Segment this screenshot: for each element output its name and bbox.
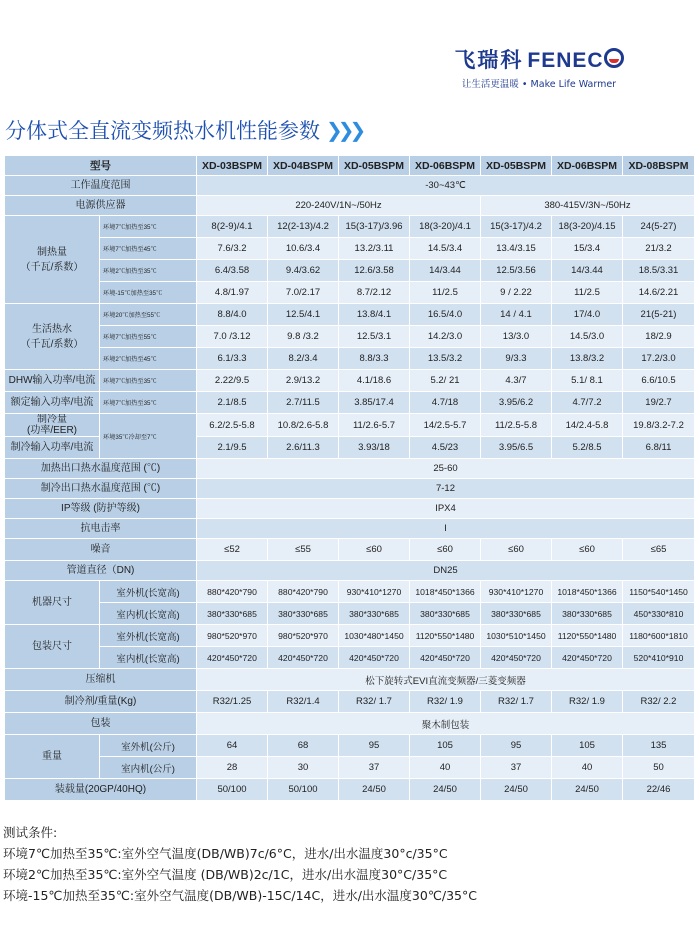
table-cell: 11/2.5-5.8 — [481, 414, 552, 437]
indoor-unit-label: 室内机(公斤) — [100, 757, 197, 779]
pack-size-label: 包装尺寸 — [5, 625, 100, 669]
table-cell: 420*450*720 — [339, 647, 410, 669]
outdoor-unit-label: 室外机(长宽高) — [100, 625, 197, 647]
table-cell: 18(3-20)/4.15 — [552, 216, 623, 238]
table-cell: 11/2.5 — [552, 282, 623, 304]
condition-label: 环境7℃加热至35℃ — [100, 370, 197, 392]
table-cell: 37 — [339, 757, 410, 779]
table-cell: 1030*480*1450 — [339, 625, 410, 647]
table-cell: 8.8/4.0 — [197, 304, 268, 326]
model-row — [5, 156, 695, 176]
table-cell: 4.8/1.97 — [197, 282, 268, 304]
table-cell: 18.5/3.31 — [623, 260, 695, 282]
table-cell: 980*520*970 — [268, 625, 339, 647]
condition-label: 环境7℃加热至35℃ — [100, 392, 197, 414]
table-cell: R32/1.4 — [268, 691, 339, 713]
table-cell: 420*450*720 — [410, 647, 481, 669]
table-cell: 14/2.4-5.8 — [552, 414, 623, 437]
indoor-unit-label: 室内机(长宽高) — [100, 603, 197, 625]
ip-label: IP等级 (防护等级) — [5, 499, 197, 519]
cool-outlet-row — [5, 479, 695, 499]
table-cell: ≤55 — [268, 539, 339, 561]
table-cell: 6.6/10.5 — [623, 370, 695, 392]
page-title: 分体式全直流变频热水机性能参数 — [5, 119, 320, 143]
heat-outlet-label: 加热出口热水温度范围 (℃) — [5, 459, 197, 479]
table-cell: 930*410*1270 — [481, 581, 552, 603]
outdoor-unit-label: 室外机(公斤) — [100, 735, 197, 757]
refrigerant-row — [5, 691, 695, 713]
table-cell: 880*420*790 — [268, 581, 339, 603]
table-cell: 12.5/3.56 — [481, 260, 552, 282]
table-cell: 4.1/18.6 — [339, 370, 410, 392]
table-cell: 105 — [410, 735, 481, 757]
condition-label: 环境-15℃加热至35℃ — [100, 282, 197, 304]
pipe-value: DN25 — [197, 561, 695, 581]
table-cell: 1030*510*1450 — [481, 625, 552, 647]
table-cell: 95 — [481, 735, 552, 757]
table-cell: 11/2.6-5.7 — [339, 414, 410, 437]
table-cell: 380*330*685 — [410, 603, 481, 625]
table-cell: R32/ 2.2 — [623, 691, 695, 713]
dhw-input-row — [5, 370, 695, 392]
logo-o-icon — [604, 48, 624, 68]
heat-outlet-value: 25-60 — [197, 459, 695, 479]
table-row — [5, 647, 695, 669]
table-cell: 18/2.9 — [623, 326, 695, 348]
table-cell: R32/1.25 — [197, 691, 268, 713]
table-cell: 22/46 — [623, 779, 695, 801]
shock-row — [5, 519, 695, 539]
model-header: XD-06BSPM — [410, 156, 481, 176]
packaging-row — [5, 713, 695, 735]
rated-input-label: 额定输入功率/电流 — [5, 392, 100, 414]
table-cell: R32/ 1.9 — [552, 691, 623, 713]
table-cell: 37 — [481, 757, 552, 779]
table-row — [5, 603, 695, 625]
table-cell: 420*450*720 — [552, 647, 623, 669]
power-supply-row — [5, 196, 695, 216]
table-cell: 13/3.0 — [481, 326, 552, 348]
table-row — [5, 282, 695, 304]
table-cell: 19/2.7 — [623, 392, 695, 414]
table-cell: R32/ 1.7 — [339, 691, 410, 713]
table-cell: 8(2-9)/4.1 — [197, 216, 268, 238]
table-cell: 1120*550*1480 — [552, 625, 623, 647]
note-line: 环境7℃加热至35℃:室外空气温度(DB/WB)7c/6°C，进水/出水温度30°c/35°C — [3, 846, 448, 861]
ip-row — [5, 499, 695, 519]
logo-name-cn: 飞瑞科 — [454, 49, 524, 72]
table-cell: ≤60 — [552, 539, 623, 561]
table-cell: 15/3.4 — [552, 238, 623, 260]
cooling-capacity-row — [5, 414, 695, 437]
table-cell: 17.2/3.0 — [623, 348, 695, 370]
dhw-label — [5, 304, 100, 370]
table-cell: 4.5/23 — [410, 437, 481, 459]
dhw-input-label: DHW输入功率/电流 — [5, 370, 100, 392]
table-cell: 4.7/18 — [410, 392, 481, 414]
table-row — [5, 348, 695, 370]
table-cell: 3.85/17.4 — [339, 392, 410, 414]
table-cell: 2.1/9.5 — [197, 437, 268, 459]
table-cell: 12(2-13)/4.2 — [268, 216, 339, 238]
table-cell: 13.8/4.1 — [339, 304, 410, 326]
table-cell: 105 — [552, 735, 623, 757]
table-cell: 2.22/9.5 — [197, 370, 268, 392]
table-cell: 13.8/3.2 — [552, 348, 623, 370]
table-cell: 13.2/3.11 — [339, 238, 410, 260]
table-cell: 1150*540*1450 — [623, 581, 695, 603]
table-cell: 420*450*720 — [481, 647, 552, 669]
table-cell: 5.2/8.5 — [552, 437, 623, 459]
table-cell: 21(5-21) — [623, 304, 695, 326]
compressor-row — [5, 669, 695, 691]
table-cell: 11/2.5 — [410, 282, 481, 304]
table-cell: 12.5/4.1 — [268, 304, 339, 326]
table-cell: 930*410*1270 — [339, 581, 410, 603]
logo-name-en: FENEC — [527, 49, 604, 72]
table-cell: 16.5/4.0 — [410, 304, 481, 326]
table-row — [5, 238, 695, 260]
condition-label: 环境7℃加热至35℃ — [100, 216, 197, 238]
table-cell: 28 — [197, 757, 268, 779]
table-cell: 17/4.0 — [552, 304, 623, 326]
model-header: XD-05BSPM — [339, 156, 410, 176]
packaging-value: 聚木制包装 — [197, 713, 695, 735]
table-cell: 2.6/11.3 — [268, 437, 339, 459]
table-row — [5, 304, 695, 326]
table-cell: 4.3/7 — [481, 370, 552, 392]
condition-label: 环境20℃加热至55℃ — [100, 304, 197, 326]
table-row — [5, 216, 695, 238]
condition-label: 环境7℃加热至55℃ — [100, 326, 197, 348]
table-cell: 3.95/6.2 — [481, 392, 552, 414]
model-header: XD-03BSPM — [197, 156, 268, 176]
cooling-label-line2: (功率/EER) — [27, 425, 77, 436]
table-row — [5, 757, 695, 779]
table-cell: 880*420*790 — [197, 581, 268, 603]
table-cell: 6.8/11 — [623, 437, 695, 459]
model-header: XD-08BSPM — [623, 156, 695, 176]
table-cell: ≤65 — [623, 539, 695, 561]
table-cell: 14/2.5-5.7 — [410, 414, 481, 437]
weight-label: 重量 — [5, 735, 100, 779]
heating-label-line1: 制热量 — [37, 246, 67, 258]
table-cell: 14.2/3.0 — [410, 326, 481, 348]
model-header: XD-04BSPM — [268, 156, 339, 176]
cooling-capacity-label — [5, 414, 100, 437]
table-cell: 14.5/3.4 — [410, 238, 481, 260]
shock-label: 抗电击率 — [5, 519, 197, 539]
table-cell: 7.6/3.2 — [197, 238, 268, 260]
refrigerant-label: 制冷剂/重量(Kg) — [5, 691, 197, 713]
table-cell: 420*450*720 — [268, 647, 339, 669]
shock-value: I — [197, 519, 695, 539]
table-cell: 9 / 2.22 — [481, 282, 552, 304]
table-cell: 12.6/3.58 — [339, 260, 410, 282]
table-cell: R32/ 1.9 — [410, 691, 481, 713]
table-cell: 50 — [623, 757, 695, 779]
table-cell: 1018*450*1366 — [410, 581, 481, 603]
compressor-value: 松下旋转式EVI直流变频器/三菱变频器 — [197, 669, 695, 691]
logo-tagline: 让生活更温暖 • Make Life Warmer — [461, 79, 617, 90]
temp-range-label: 工作温度范围 — [5, 176, 197, 196]
power-supply-single: 220-240V/1N~/50Hz — [197, 196, 481, 216]
loading-row — [5, 779, 695, 801]
table-cell: 9.8 /3.2 — [268, 326, 339, 348]
cooling-input-label: 制冷输入功率/电流 — [5, 437, 100, 459]
table-row — [5, 735, 695, 757]
table-row — [5, 581, 695, 603]
table-cell: 15(3-17)/4.2 — [481, 216, 552, 238]
machine-size-label: 机器尺寸 — [5, 581, 100, 625]
temp-range-value: -30~43℃ — [197, 176, 695, 196]
table-cell: 380*330*685 — [481, 603, 552, 625]
table-cell: 380*330*685 — [552, 603, 623, 625]
table-cell: 24/50 — [339, 779, 410, 801]
cooling-label-line1: 制冷量 — [37, 414, 67, 425]
packaging-label: 包装 — [5, 713, 197, 735]
table-cell: 135 — [623, 735, 695, 757]
heating-label — [5, 216, 100, 304]
model-header: XD-06BSPM — [552, 156, 623, 176]
spec-table-wrap — [4, 155, 694, 801]
table-cell: 14.6/2.21 — [623, 282, 695, 304]
table-row — [5, 625, 695, 647]
table-cell: 2.9/13.2 — [268, 370, 339, 392]
table-cell: 13.5/3.2 — [410, 348, 481, 370]
pipe-label: 管道直径（DN) — [5, 561, 197, 581]
brand-logo — [414, 44, 664, 90]
table-cell: 520*410*910 — [623, 647, 695, 669]
table-cell: 380*330*685 — [339, 603, 410, 625]
loading-label: 装载量(20GP/40HQ) — [5, 779, 197, 801]
table-cell: 14/3.44 — [552, 260, 623, 282]
table-cell: 1180*600*1810 — [623, 625, 695, 647]
cool-outlet-label: 制冷出口热水温度范围 (℃) — [5, 479, 197, 499]
table-cell: 64 — [197, 735, 268, 757]
table-cell: 24/50 — [481, 779, 552, 801]
chevron-right-icon: ❯❯❯ — [326, 118, 362, 142]
dhw-label-line1: 生活热水 — [32, 323, 72, 335]
table-cell: 14/3.44 — [410, 260, 481, 282]
table-cell: 3.93/18 — [339, 437, 410, 459]
note-line: 环境2℃加热至35℃:室外空气温度 (DB/WB)2c/1C，进水/出水温度30°C/35°C — [3, 867, 448, 882]
note-line: 环境-15℃加热至35℃:室外空气温度(DB/WB)-15C/14C，进水/出水温度30℃/35°C — [3, 888, 477, 903]
table-cell: 9/3.3 — [481, 348, 552, 370]
condition-label: 环境2℃加热至35℃ — [100, 260, 197, 282]
compressor-label: 压缩机 — [5, 669, 197, 691]
logo-wordmark — [414, 44, 664, 74]
table-cell: 8.2/3.4 — [268, 348, 339, 370]
table-cell: 19.8/3.2-7.2 — [623, 414, 695, 437]
table-cell: 15(3-17)/3.96 — [339, 216, 410, 238]
condition-label: 环境2℃加热至45℃ — [100, 348, 197, 370]
cool-outlet-value: 7-12 — [197, 479, 695, 499]
table-cell: 6.4/3.58 — [197, 260, 268, 282]
table-cell: 95 — [339, 735, 410, 757]
table-cell: 14 / 4.1 — [481, 304, 552, 326]
table-cell: 420*450*720 — [197, 647, 268, 669]
test-conditions-notes — [3, 822, 477, 906]
table-cell: ≤60 — [339, 539, 410, 561]
table-cell: ≤60 — [481, 539, 552, 561]
table-cell: 40 — [410, 757, 481, 779]
table-cell: R32/ 1.7 — [481, 691, 552, 713]
table-cell: 24/50 — [410, 779, 481, 801]
table-cell: 24(5-27) — [623, 216, 695, 238]
table-cell: 450*330*810 — [623, 603, 695, 625]
table-cell: 24/50 — [552, 779, 623, 801]
table-row — [5, 260, 695, 282]
table-cell: 7.0 /3.12 — [197, 326, 268, 348]
noise-label: 噪音 — [5, 539, 197, 561]
table-cell: 8.7/2.12 — [339, 282, 410, 304]
table-cell: 10.8/2.6-5.8 — [268, 414, 339, 437]
ip-value: IPX4 — [197, 499, 695, 519]
table-cell: 1120*550*1480 — [410, 625, 481, 647]
model-header: XD-05BSPM — [481, 156, 552, 176]
table-cell: 30 — [268, 757, 339, 779]
power-supply-three: 380-415V/3N~/50Hz — [481, 196, 695, 216]
table-cell: 5.2/ 21 — [410, 370, 481, 392]
table-cell: 50/100 — [197, 779, 268, 801]
heat-outlet-row — [5, 459, 695, 479]
indoor-unit-label: 室内机(长宽高) — [100, 647, 197, 669]
temp-range-row — [5, 176, 695, 196]
heating-label-line2: （千瓦/系数） — [20, 261, 84, 273]
table-cell: 2.7/11.5 — [268, 392, 339, 414]
notes-heading: 测试条件: — [3, 825, 58, 840]
table-cell: 40 — [552, 757, 623, 779]
model-label: 型号 — [5, 156, 197, 176]
table-cell: 380*330*685 — [197, 603, 268, 625]
table-cell: 68 — [268, 735, 339, 757]
rated-input-row — [5, 392, 695, 414]
noise-row — [5, 539, 695, 561]
table-cell: ≤60 — [410, 539, 481, 561]
condition-label: 环境7℃加热至45℃ — [100, 238, 197, 260]
table-cell: 2.1/8.5 — [197, 392, 268, 414]
table-cell: 3.95/6.5 — [481, 437, 552, 459]
table-cell: 13.4/3.15 — [481, 238, 552, 260]
table-cell: 5.1/ 8.1 — [552, 370, 623, 392]
dhw-label-line2: （千瓦/系数） — [20, 338, 84, 350]
table-cell: 18(3-20)/4.1 — [410, 216, 481, 238]
table-cell: ≤52 — [197, 539, 268, 561]
pipe-row — [5, 561, 695, 581]
table-cell: 7.0/2.17 — [268, 282, 339, 304]
table-cell: 12.5/3.1 — [339, 326, 410, 348]
table-cell: 980*520*970 — [197, 625, 268, 647]
table-cell: 8.8/3.3 — [339, 348, 410, 370]
table-cell: 6.1/3.3 — [197, 348, 268, 370]
title-row — [5, 115, 361, 145]
table-cell: 1018*450*1366 — [552, 581, 623, 603]
table-cell: 9.4/3.62 — [268, 260, 339, 282]
table-cell: 14.5/3.0 — [552, 326, 623, 348]
spec-table — [4, 155, 695, 801]
table-cell: 10.6/3.4 — [268, 238, 339, 260]
table-cell: 380*330*685 — [268, 603, 339, 625]
table-cell: 21/3.2 — [623, 238, 695, 260]
table-cell: 50/100 — [268, 779, 339, 801]
table-cell: 6.2/2.5-5.8 — [197, 414, 268, 437]
condition-label: 环境35℃冷却至7℃ — [100, 414, 197, 459]
power-supply-label: 电源供应器 — [5, 196, 197, 216]
table-row — [5, 326, 695, 348]
outdoor-unit-label: 室外机(长宽高) — [100, 581, 197, 603]
table-cell: 4.7/7.2 — [552, 392, 623, 414]
